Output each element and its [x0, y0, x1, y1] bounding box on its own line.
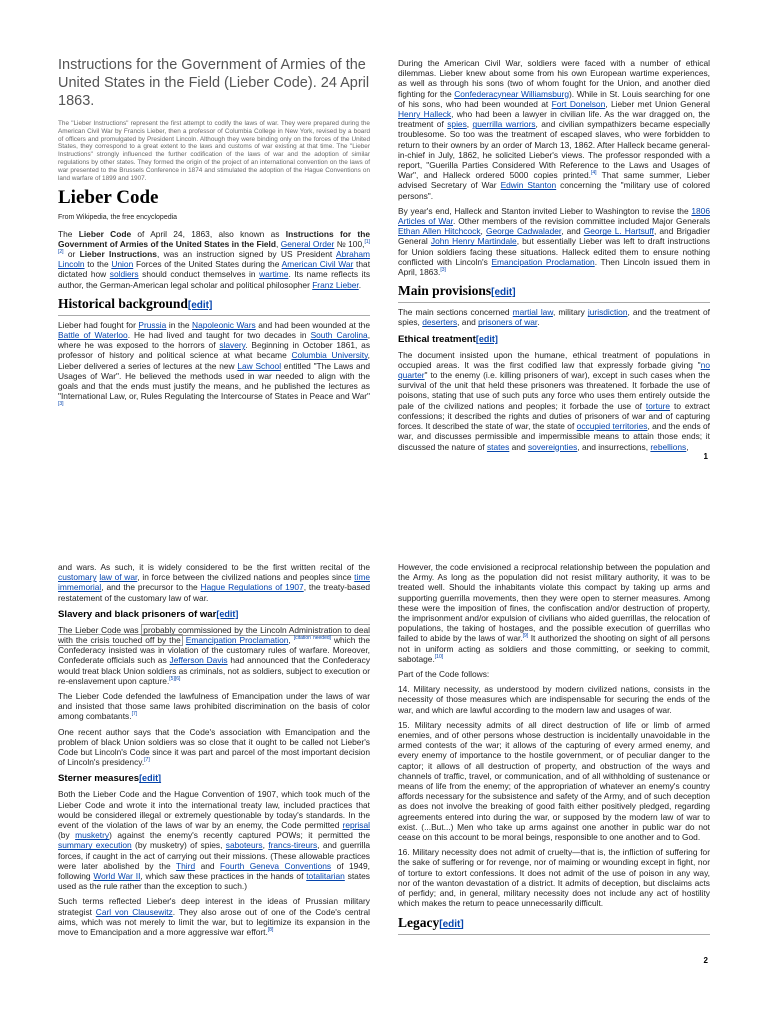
citation[interactable]: [3]	[440, 267, 446, 274]
link-fourth-geneva[interactable]: Fourth Geneva Conventions	[220, 860, 332, 871]
subsection-heading-ethical: Ethical treatment[edit]	[398, 333, 498, 345]
citation[interactable]: [4]	[590, 170, 597, 177]
subsection-heading-sterner: Sterner measures[edit]	[58, 773, 162, 785]
page-number: 2	[703, 956, 708, 965]
link-jurisdiction[interactable]: jurisdiction	[587, 307, 628, 318]
link-spies[interactable]: spies	[447, 119, 467, 130]
section-heading-legacy: Legacy[edit]	[398, 915, 710, 935]
link-totalitarian[interactable]: totalitarian	[306, 871, 345, 882]
link-torture[interactable]: torture	[645, 400, 671, 411]
sterner-paragraph-2: Such terms reflected Lieber's deep interest in the ideas of Prussian military strategist Carl von Clausewitz. They also arose out of one of the Code's central aims, which was not merely to limit the war, but to legitimize its expansion in the move to Emancipation and a more aggressive war effort.[8]	[58, 896, 370, 938]
link-fort-donelson[interactable]: Fort Donelson	[551, 98, 606, 109]
edit-link[interactable]: [edit]	[475, 333, 498, 344]
link-deserters[interactable]: deserters	[422, 317, 458, 328]
link-confederacy[interactable]: Confederacynear Williamsburg	[454, 88, 569, 99]
link-prisoners-of-war[interactable]: prisoners of war	[478, 317, 538, 328]
link-cadwalader[interactable]: George Cadwalader	[485, 226, 562, 237]
link-emancipation-proclamation[interactable]: Emancipation Proclamation	[491, 256, 595, 267]
source-line: From Wikipedia, the free encyclopedia	[58, 214, 178, 222]
article-16: 16. Military necessity does not admit of cruelty—that is, the infliction of suffering for the sake of suffering or for revenge, nor of maiming or wounding except in fight, nor of torture to extort confessions. It does not admit of the use of poison in any way, nor of the wanton devastation of a district. It admits of deception, but disclaims acts of perfidy; and, in general, military necessity does not include any act of hostility which makes the return to peace unnecessarily difficult.	[398, 847, 710, 909]
edit-link[interactable]: [edit]	[491, 287, 516, 299]
link-battle-of-waterloo[interactable]: Battle of Waterloo	[58, 330, 128, 340]
link-hitchcock[interactable]: Ethan Allen Hitchcock	[398, 226, 481, 237]
customary-law-paragraph: and wars. As such, it is widely considered to be the first written recital of the customary law of war, in force between the civilized nations and peoples since time immemorial, and the precursor to the Hague Regulations of 1907, the treaty-based restatement of the customary law of war.	[58, 562, 371, 603]
edit-link[interactable]: [edit]	[139, 773, 162, 784]
ethical-paragraph: The document insisted upon the humane, ethical treatment of populations in occupied areas. It was the first codified law that expressly forbade giving "no quarter" to the enemy (i.e. killing prisoners of war), except in such cases when the survival of the unit that held these prisoners was threatened. It forbade the use of poisons, stating that use of such puts any force who uses them entirely outside the pale of the civilized nations and peoples; it forbade the use of torture to extract confessions; it described the rights and duties of prisoners of war and of capturing forces. It described the state of war, the state of occupied territories, and the ends of war, and discusses permissible and impermissible means to attain those ends; it discussed the nature of states and sovereignties, and insurrections, rebellions,	[398, 349, 710, 452]
link-time-immemorial[interactable]: time immemorial	[58, 572, 370, 593]
citation[interactable]: [8]	[267, 927, 274, 934]
link-general-order[interactable]: General Order	[280, 238, 335, 249]
revision-paragraph: By year's end, Halleck and Stanton invited Lieber to Washington to revise the 1806 Articles of War. Other members of the revision committee included Major Generals Ethan Allen Hitchcock, George Cadwalader, and George L. Hartsuff, and Brigadier General John Henry Martindale, but essentially Lieber was left to draft instructions for Union soldiers facing these situations. Halleck edited them to ensure nothing conflicted with Lincoln's Emancipation Proclamation. Then Lincoln issued them in April, 1863.[3]	[398, 205, 711, 278]
link-world-war-ii[interactable]: World War II	[93, 871, 141, 882]
link-hague-regulations[interactable]: Hague Regulations of 1907	[200, 582, 304, 593]
link-states[interactable]: states	[486, 441, 510, 452]
page2-right-column	[398, 562, 710, 939]
page-number: 1	[703, 452, 708, 461]
link-american-civil-war[interactable]: American Civil War	[281, 259, 354, 270]
link-hartsuff[interactable]: George L. Hartsuff	[583, 226, 654, 237]
article-15: 15. Military necessity admits of all direct destruction of life or limb of armed enemies, and of other persons whose destruction is incidentally unavoidable in the armed contests of the war; it allows of the capturing of every armed enemy, and every enemy of importance to the hostile government, or of peculiar danger to the captor; it allows of all destruction of property, and obstruction of the ways and channels of traffic, travel, or communication, and of all withholding of sustenance or means of life from the enemy; of the appropriation of whatever an enemy's country affords necessary for the subsistence and safety of the Army, and of such deception as does not involve the breaking of good faith either positively pledged, regarding agreements entered into during the war, or supposed by the modern law of war to exist. (...But...) Men who take up arms against one another in public war do not cease on this account to be moral beings, responsible to one another and to God.	[398, 719, 710, 843]
edit-link[interactable]: [edit]	[439, 918, 464, 930]
civil-war-paragraph: During the American Civil War, soldiers were faced with a number of ethical dilemmas. Lieber knew about some from his own European wartime experiences, as well as through his sons (two of whom fought for the Union, and another died fighting for the Confederacynear Williamsburg). While in St. Louis searching for one of his sons, who had been wounded at Fort Donelson, Lieber met Union General Henry Halleck, who had been a lawyer in civilian life. As the war dragged on, the treatment of spies, guerrilla warriors, and civilian sympathizers became especially troublesome. So too was the treatment of escaped slaves, who were forbidden to return to their owners by an order of March 13, 1862. After Halleck became general-in-chief in July, 1862, he solicited Lieber's views. The professor responded with a report, "Guerilla Parties Considered With Reference to the Laws and Usages of War", and Halleck ordered 5000 copies printed.[4] That same summer, Lieber advised Secretary of War Edwin Stanton concerning the "military use of colored persons".	[398, 58, 711, 201]
link-henry-halleck[interactable]: Henry Halleck	[398, 109, 452, 120]
link-slavery[interactable]: slavery	[219, 340, 246, 351]
link-customary[interactable]: customary	[58, 572, 97, 583]
link-edwin-stanton[interactable]: Edwin Stanton	[500, 180, 557, 191]
link-union[interactable]: Union	[111, 259, 134, 270]
link-napoleonic-wars[interactable]: Napoleonic Wars	[192, 319, 256, 330]
link-law-of-war[interactable]: law of war	[99, 572, 138, 583]
link-martindale[interactable]: John Henry Martindale	[430, 236, 517, 247]
link-summary-execution[interactable]: summary execution	[58, 840, 132, 851]
slavery-paragraph-3: One recent author says that the Code's association with Emancipation and the problem of black Union soldiers was so close that it ought to be called not Lieber's Code but Lincoln's Code since it was part and parcel of the most important decision of Lincoln's presidency.[7]	[58, 726, 370, 768]
citation[interactable]: [5][6]	[169, 676, 181, 683]
lead-paragraph: The Lieber Code of April 24, 1863, also known as Instructions for the Government of Armies of the United States in the Field, General Order № 100,[1][2] or Lieber Instructions, was an instruction signed by US President Abraham Lincoln to the Union Forces of the United States during the American Civil War that dictated how soldiers should conduct themselves in wartime. Its name reflects its author, the German-American legal scholar and political philosopher Franz Lieber.	[58, 228, 371, 290]
main-provisions-paragraph: The main sections concerned martial law, military jurisdiction, and the treatment of spies, deserters, and prisoners of war.	[398, 307, 711, 328]
link-law-school[interactable]: Law School	[237, 360, 282, 371]
page1-left-column	[58, 56, 370, 417]
section-heading-main-provisions: Main provisions[edit]	[398, 283, 710, 303]
link-articles-of-war[interactable]: 1806 Articles of War	[398, 205, 710, 227]
reciprocal-paragraph: However, the code envisioned a reciprocal relationship between the population and the Army. As long as the population did not resist military authority, it was to be treated well. Should the inhabitants violate this compact by taking up arms and supporting guerrilla movements, then they were open to sterner measures. Among these were the imposition of fines, the confiscation and/or destruction of property, the imprisonment and/or expulsion of civilians who aided guerrillas, the relocation of populations, the taking of hostages, and the possible execution of guerrillas who failed to abide by the laws of war.[9] It authorized the shooting on sight of all persons not in uniform acting as soldiers and those committing, or seeking to commit, sabotage.[10]	[398, 562, 710, 664]
link-wartime[interactable]: wartime	[259, 269, 289, 280]
page1-right-column	[398, 58, 710, 457]
link-columbia-university[interactable]: Columbia University	[291, 350, 368, 361]
citation[interactable]: [10]	[434, 654, 444, 661]
citation[interactable]: [7]	[131, 711, 138, 718]
article-14: 14. Military necessity, as understood by modern civilized nations, consists in the necessity of those measures which are indispensable for securing the ends of the war, and which are lawful according to the modern law and usages of war.	[398, 684, 710, 715]
link-guerrilla-warriors[interactable]: guerrilla warriors	[472, 119, 536, 130]
slavery-paragraph-1: The Lieber Code was probably commissioned by the Lincoln Administration to deal with the crisis touched off by the Emancipation Proclamation, [citation needed] which the Confederacy insisted was in violation of the customary rules of warfare. Moreover, Confederate officials such as Jefferson Davis had announced that the Confederacy would treat black Union soldiers as criminals, not as soldiers, subject to execution or re-enslavement upon capture.[5][6]	[58, 624, 371, 686]
link-franz-lieber[interactable]: Franz Lieber	[312, 279, 359, 290]
link-francs-tireurs[interactable]: francs-tireurs	[268, 840, 318, 851]
link-soldiers[interactable]: soldiers	[109, 269, 139, 280]
section-heading-historical: Historical background[edit]	[58, 296, 370, 316]
slavery-paragraph-2: The Lieber Code defended the lawfulness of Emancipation under the laws of war and insisted that those same laws prohibited discrimination on the basis of color among combatants.[7]	[58, 691, 370, 722]
link-saboteurs[interactable]: saboteurs	[225, 840, 263, 851]
citation[interactable]: [1][2]	[58, 238, 370, 256]
link-rebellions[interactable]: rebellions	[650, 441, 687, 452]
citation[interactable]: [3]	[58, 401, 64, 408]
link-jefferson-davis[interactable]: Jefferson Davis	[169, 655, 228, 666]
part-of-code-label: Part of the Code follows:	[398, 669, 490, 680]
edit-link[interactable]: [edit]	[187, 299, 213, 311]
link-prussia[interactable]: Prussia	[138, 319, 167, 330]
citation-needed[interactable]: [citation needed]	[293, 635, 332, 642]
article-title: Lieber Code	[58, 187, 159, 209]
sterner-paragraph-1: Both the Lieber Code and the Hague Convention of 1907, which took much of the Lieber Code and wrote it into the international treaty law, included practices that would be considered illegal or extremely questionable by today's standards. In the event of the violation of the laws of war by an enemy, the Code permitted reprisal (by musketry) against the enemy's recently captured POWs; it permitted the summary execution (by musketry) of spies, saboteurs, francs-tireurs, and guerrilla forces, if caught in the act of carrying out their missions. (These allowable practices were later abolished by the Third and Fourth Geneva Conventions of 1949, following World War II, which saw these practices in the hands of totalitarian states used as the rule rather than the exception to such.)	[58, 789, 370, 892]
link-abraham-lincoln[interactable]: Abraham Lincoln	[58, 248, 371, 270]
link-reprisal[interactable]: reprisal	[342, 820, 370, 831]
link-occupied-territories[interactable]: occupied territories	[576, 421, 648, 432]
link-south-carolina[interactable]: South Carolina	[310, 330, 368, 340]
document-page-1	[0, 0, 768, 490]
link-sovereignties[interactable]: sovereignties	[527, 441, 578, 452]
edit-link[interactable]: [edit]	[216, 608, 239, 619]
historical-paragraph: Lieber had fought for Prussia in the Napoleonic Wars and had been wounded at the Battle of Waterloo. He had lived and taught for two decades in South Carolina, where he was exposed to the horrors of slavery. Beginning in October 1861, as professor of history and political science at what became Columbia University, Lieber delivered a series of lectures at the new Law School entitled "The Laws and Usages of War". He believed the methods used in war needed to align with the goals and that the ends must justify the means, and he published the lectures as "International Law, or, Rules Regulating the Intercourse of States in Peace and War"[3]	[58, 319, 371, 408]
link-no-quarter[interactable]: no quarter	[398, 359, 710, 381]
document-title: Instructions for the Government of Armies of the United States in the Field (Lieber Code). 24 April 1863.	[58, 57, 370, 109]
link-emancipation-proclamation[interactable]: Emancipation Proclamation	[185, 635, 289, 646]
link-clausewitz[interactable]: Carl von Clausewitz	[95, 906, 173, 917]
intro-paragraph: The "Lieber Instructions" represent the first attempt to codify the laws of war. They were prepared during the American Civil War by Francis Lieber, then a professor of Columbia College in New York, revised by a board of officers and promulgated by President Lincoln. Although they were binding only on the forces of the United States, they correspond to a great extent to the laws and customs of war existing at that time. The "Lieber Instructions" strongly influenced the further codification of the laws of war and the adoption of similar regulations by other states. They formed the origin of the project of an international convention on the laws of war presented to the Brussels Conference in 1874 and stimulated the adoption of the Hague Conventions on land warfare of 1899 and 1907.	[58, 120, 370, 182]
citation[interactable]: [7]	[144, 757, 150, 764]
citation[interactable]: [9]	[522, 633, 529, 640]
subsection-heading-slavery: Slavery and black prisoners of war[edit]	[58, 608, 239, 620]
link-third-geneva[interactable]: Third	[176, 860, 196, 871]
page-gap	[0, 490, 768, 550]
link-martial-law[interactable]: martial law	[512, 307, 553, 318]
page2-left-column	[58, 562, 370, 942]
document-page-2	[0, 550, 768, 1024]
link-musketry[interactable]: musketry	[75, 830, 110, 841]
highlighted-claim: probably commissioned by the Lincoln Administration to deal with the crisis touched off by the	[58, 624, 371, 646]
